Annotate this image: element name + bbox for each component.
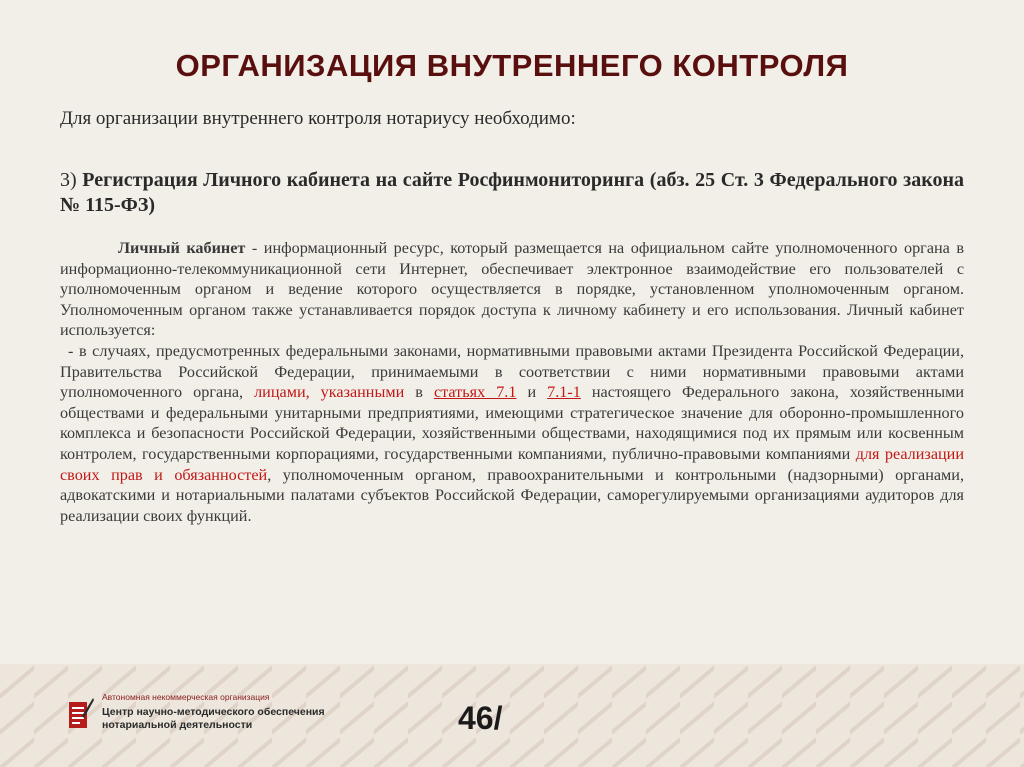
point-heading <box>60 168 964 218</box>
article-7-1-1-link[interactable]: 7.1-1 <box>547 383 581 402</box>
organization-logo <box>68 690 368 746</box>
slide-title: ОРГАНИЗАЦИЯ ВНУТРЕННЕГО КОНТРОЛЯ <box>175 48 849 83</box>
body-text <box>60 238 964 526</box>
usage-text-3: , уполномоченным органом, правоохранительными и контрольными (надзорными) органами, адвокатскими и нотариальными палатами субъектов Российской Федерации, саморегулируемыми организациями аудиторов для реализации своих функций. <box>60 465 964 525</box>
organization-name-line-2: нотариальной деятельности <box>102 719 253 731</box>
intro-text: Для организации внутреннего контроля нотариусу необходимо: <box>60 108 576 129</box>
usage-text-1: - в случаях, предусмотренных федеральными законами, нормативными правовыми актами Президента Российской Федерации, Правительства Российской Федерации, принимаемыми в соответствии с ними нормативными правовыми актами уполномоченного органа, <box>60 341 964 402</box>
notary-logo-icon <box>68 696 94 730</box>
definition-text: - информационный ресурс, который размещается на официальном сайте уполномоченного органа в информационно-телекоммуникационной сети Интернет, обеспечивает электронное взаимодействие его пользователей с уполномоченным органом и ведение которого осуществляется в порядке, установленном уполномоченным органом. Уполномоченным органом также устанавливается порядок доступа к личному кабинету и его использования. Личный кабинет используется: <box>60 239 965 340</box>
usage-text-and: и <box>516 383 548 402</box>
usage-paragraph <box>60 341 964 526</box>
organization-name <box>102 706 372 732</box>
page-number: 46/ <box>458 700 503 736</box>
rights-link[interactable]: для реализации своих прав и обязанностей <box>60 444 964 484</box>
definition-paragraph <box>60 238 964 341</box>
articles-link[interactable]: статьях 7.1 <box>433 383 517 402</box>
usage-text-2: настоящего Федерального закона, хозяйственными обществами и федеральными унитарными предприятиями, имеющими стратегическое значение для оборонно-промышленного комплекса и безопасности Российской Федерации, хозяйственными обществами, находящимися под их прямым или косвенным контролем, государственными корпорациями, государственными компаниями, публично-правовыми компаниями <box>60 383 964 463</box>
usage-text-in: в <box>404 383 434 402</box>
point-number: 3) <box>60 169 83 191</box>
definition-term: Личный кабинет <box>118 239 246 257</box>
organization-name-line-1: Центр научно-методического обеспечения <box>102 706 325 718</box>
organization-type: Автономная некоммерческая организация <box>102 692 270 702</box>
point-text: Регистрация Личного кабинета на сайте Росфинмониторинга (абз. 25 Ст. 3 Федерального закона № 115-ФЗ) <box>60 169 964 216</box>
persons-link[interactable]: лицами, указанными <box>254 383 405 402</box>
